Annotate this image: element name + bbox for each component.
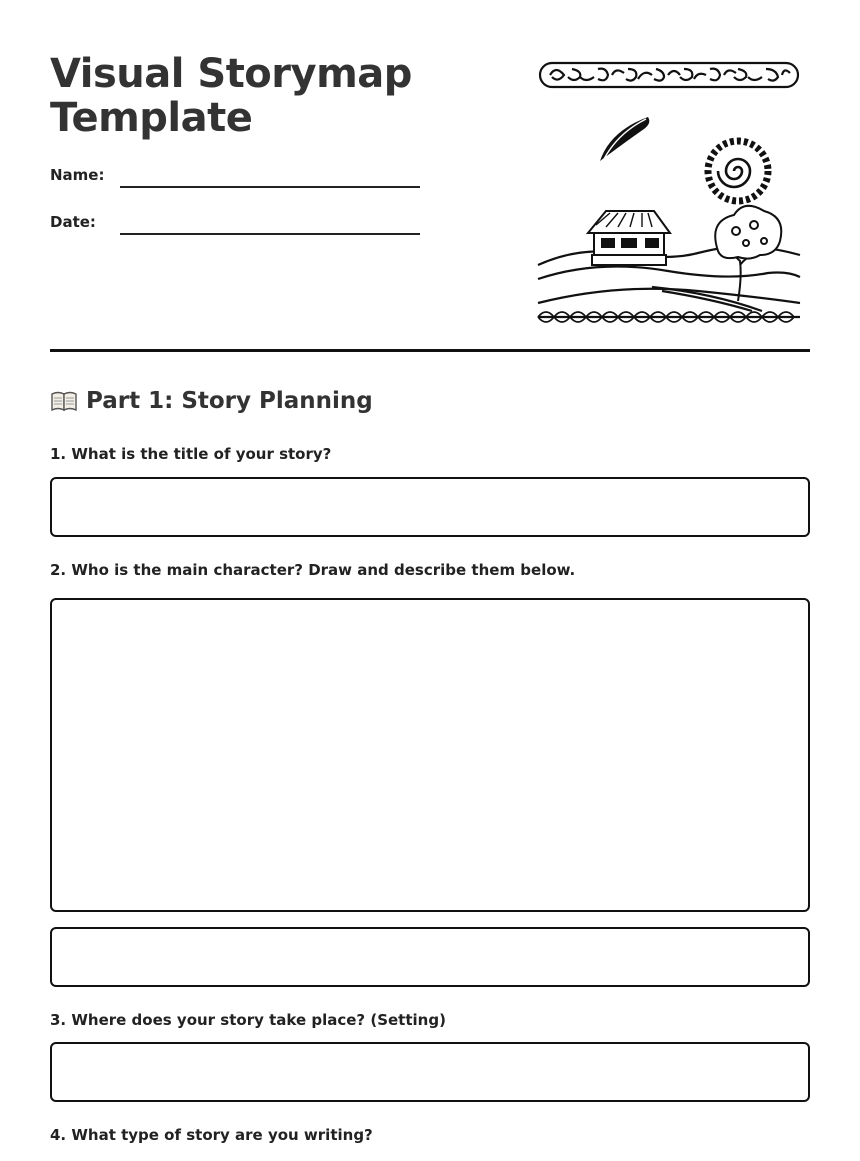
character-drawing-box[interactable] (50, 598, 810, 912)
question-2-label: 2. Who is the main character? Draw and describe them below. (50, 561, 576, 579)
character-description-box[interactable] (50, 927, 810, 987)
section-heading-text: Part 1: Story Planning (86, 388, 373, 414)
section-heading-part1 (50, 388, 373, 414)
title-line-1: Visual Storymap (50, 51, 412, 97)
question-1-label: 1. What is the title of your story? (50, 445, 332, 463)
question-4-label: 4. What type of story are you writing? (50, 1126, 373, 1144)
village-landscape-icon (532, 55, 807, 330)
date-label: Date: (50, 213, 96, 231)
book-icon (50, 390, 78, 412)
date-input-line[interactable] (120, 233, 420, 235)
setting-answer-box[interactable] (50, 1042, 810, 1102)
name-input-line[interactable] (120, 186, 420, 188)
name-label: Name: (50, 166, 105, 184)
header-divider (50, 349, 810, 352)
question-3-label: 3. Where does your story take place? (Setting) (50, 1011, 446, 1029)
title-line-2: Template (50, 95, 253, 141)
page-title (50, 52, 470, 140)
title-answer-box[interactable] (50, 477, 810, 537)
